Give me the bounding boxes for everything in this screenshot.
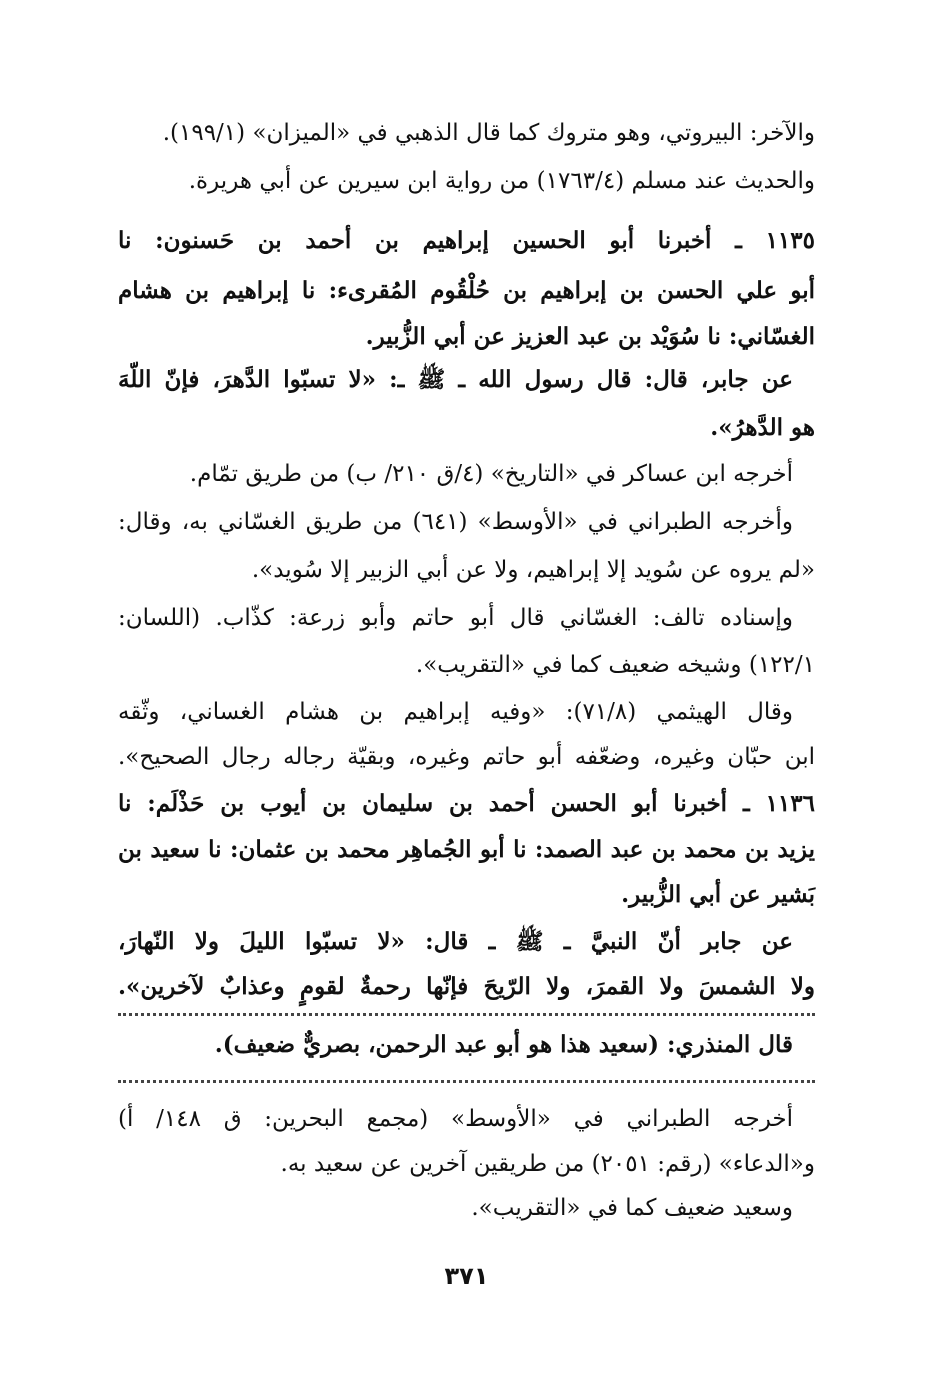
text-line: وأخرجه الطبراني في «الأوسط» (٦٤١) من طريق الغسّاني به، وقال: <box>118 509 793 535</box>
hadith-text: هو الدَّهرُ». <box>710 414 815 441</box>
dotted-divider <box>118 1080 815 1083</box>
text-line: و«الدعاء» (رقم: ٢٠٥١) من طريقين آخرين عن سعيد به. <box>280 1151 815 1177</box>
text-line: وسعيد ضعيف كما في «التقريب». <box>471 1195 793 1221</box>
hadith-1135-header: ١١٣٥ ـ أخبرنا أبو الحسين إبراهيم بن أحمد بن حَسنون: نا <box>118 227 815 254</box>
hadith-text: ولا الشمسَ ولا القمرَ، ولا الرّيحَ فإنّها رحمةٌ لقومٍ وعذابٌ لآخرين». <box>118 973 815 1000</box>
text-line: أخرجه ابن عساكر في «التاريخ» (٤/ق ٢١٠/ ب) من طريق تمّام. <box>189 461 793 487</box>
text-line: أخرجه الطبراني في «الأوسط» (مجمع البحرين: ق ١٤٨/ أ) <box>118 1106 793 1132</box>
text-line: الغسّاني: نا سُوَيْد بن عبد العزيز عن أبي الزُّبير. <box>365 323 815 350</box>
text-line: أبو علي الحسن بن إبراهيم بن حُلْقُوم المُقرىء: نا إبراهيم بن هشام <box>118 277 815 304</box>
text-line: ١٢٢/١) وشيخه ضعيف كما في «التقريب». <box>415 652 815 678</box>
text-line: بَشير عن أبي الزُّبير. <box>621 881 815 908</box>
text-line: ابن حبّان وغيره، وضعّفه أبو حاتم وغيره، وبقيّة رجاله رجال الصحيح». <box>118 744 815 770</box>
text-line: وقال الهيثمي (٧١/٨): «وفيه إبراهيم بن هشام الغساني، وثّقه <box>118 699 794 725</box>
text-line: «لم يروه عن سُويد إلا إبراهيم، ولا عن أبي الزبير إلا سُويد». <box>251 557 815 583</box>
hadith-text: عن جابر، قال: قال رسول الله ـ ﷺ ـ: «لا تسبّوا الدَّهرَ، فإنّ اللّهَ <box>118 366 793 393</box>
text-line: يزيد بن محمد بن عبد الصمد: نا أبو الجُماهِر محمد بن عثمان: نا سعيد بن <box>118 836 815 863</box>
dotted-divider <box>118 1013 815 1016</box>
page-number: ٣٧١ <box>444 1262 489 1290</box>
hadith-text: عن جابر أنّ النبيَّ ـ ﷺ ـ قال: «لا تسبّوا الليلَ ولا النّهارَ، <box>118 928 793 955</box>
text-line: والحديث عند مسلم (١٧٦٣/٤) من رواية ابن سيرين عن أبي هريرة. <box>188 168 815 194</box>
hadith-1136-header: ١١٣٦ ـ أخبرنا أبو الحسن أحمد بن سليمان بن أيوب بن حَذْلَم: نا <box>118 790 815 817</box>
text-line: والآخر: البيروتي، وهو متروك كما قال الذهبي في «الميزان» (١٩٩/١). <box>162 120 815 146</box>
mundhiri-note: قال المنذري: (سعيد هذا هو أبو عبد الرحمن، بصريٌّ ضعيف). <box>214 1031 793 1058</box>
text-line: وإسناده تالف: الغسّاني قال أبو حاتم وأبو زرعة: كذّاب. (اللسان: <box>118 605 793 631</box>
